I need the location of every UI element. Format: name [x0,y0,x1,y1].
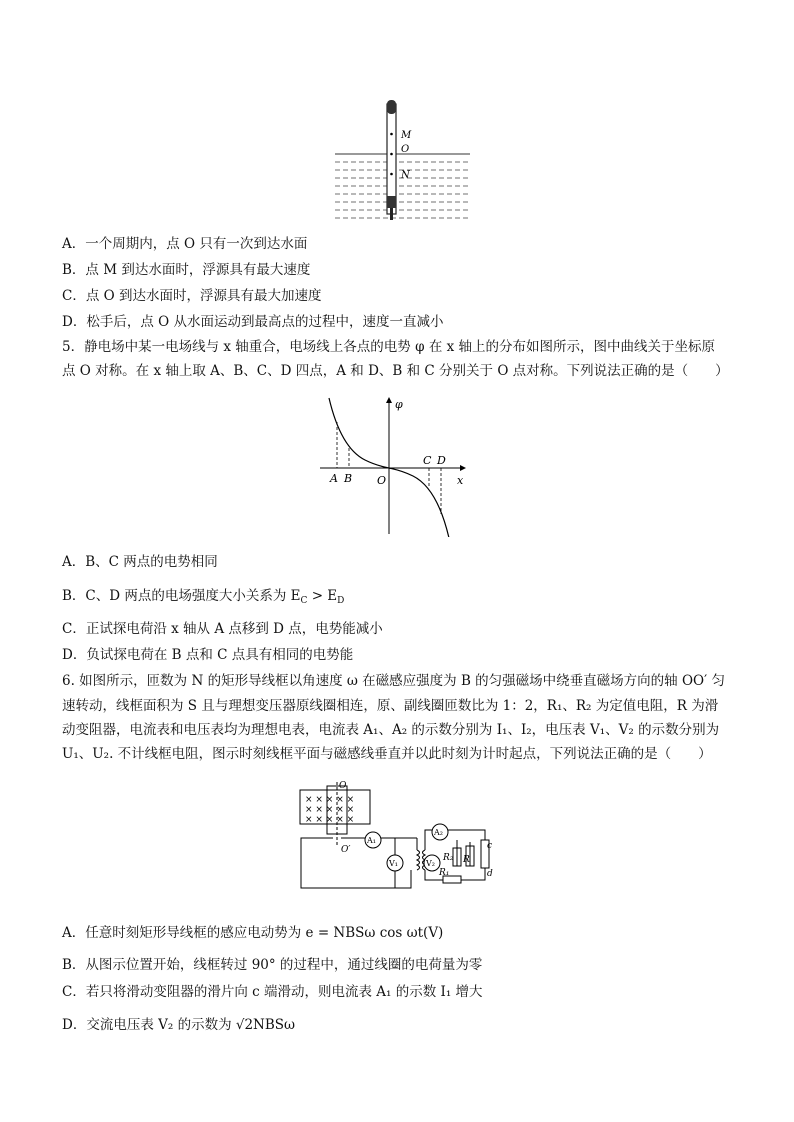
label-o: O [339,781,347,791]
label-x: x [457,474,464,487]
q4-option-d: D．松手后，点 O 从水面运动到最高点的过程中，速度一直减小 [62,314,444,330]
q4-option-a: A．一个周期内，点 O 只有一次到达水面 [62,236,308,252]
circuit-figure [295,780,505,895]
q4-option-b: B．点 M 到达水面时，浮源具有最大速度 [62,262,311,278]
q6-option-d: D．交流电压表 V₂ 的示数为 √2NBSω [62,1017,296,1033]
q5-stem-line2: 点 O 对称。在 x 轴上取 A、B、C、D 四点，A 和 D、B 和 C 分别关于 O 点对称。下列说法正确的是（ ） [62,363,729,379]
label-o: O [377,474,387,487]
svg-text:× × × × ×: × × × × × [305,815,355,825]
label-r: R [463,855,470,865]
label-m: M [401,130,412,141]
q5-option-d: D．负试探电荷在 B 点和 C 点具有相同的电势能 [62,647,354,663]
label-v1: V₁ [389,859,398,868]
label-c: C [423,454,432,467]
svg-text:× × × × ×: × × × × × [305,805,355,815]
potential-graph [315,392,475,537]
q6-stem-line1: 6. 如图所示，匝数为 N 的矩形导线框以角速度 ω 在磁感应强度为 B 的匀强磁场中绕垂直磁场方向的轴 OO′ 匀 [62,673,725,689]
label-v2: V₂ [426,859,435,868]
label-a1: A₁ [367,836,376,845]
q6-option-a: A．任意时刻矩形导线框的感应电动势为 e = NBSω cos ωt(V) [62,925,444,941]
q4-option-c: C．点 O 到达水面时，浮源具有最大加速度 [62,288,322,304]
q6-stem-line3: 动变阻器，电流表和电压表均为理想电表，电流表 A₁、A₂ 的示数分别为 I₁、I₂，电压表 V₁、V₂ 的示数分别为 [62,722,720,738]
label-b: B [344,472,353,485]
label-o-prime: O′ [341,845,351,855]
label-r2: R₂ [443,853,454,863]
q6-option-c: C．若只将滑动变阻器的滑片向 c 端滑动，则电流表 A₁ 的示数 I₁ 增大 [62,984,483,1000]
label-a: A [330,472,338,485]
q5-option-b: B．C、D 两点的电场强度大小关系为 $E_C > E_D$ [62,588,345,606]
label-c: c [487,841,493,851]
svg-text:× × × × ×: × × × × × [305,795,355,805]
q6-stem-line4: U₁、U₂. 不计线框电阻，图示时刻线框平面与磁感线垂直并以此时刻为计时起点，下列说法正确的是（ ） [62,746,712,762]
label-a2: A₂ [434,828,443,837]
q5-option-c: C．正试探电荷沿 x 轴从 A 点移到 D 点，电势能减小 [62,621,383,637]
q6-stem-line2: 速转动，线框面积为 S 且与理想变压器原线圈相连，原、副线圈匝数比为 1：2，R₁、R₂ 为定值电阻，R 为滑 [62,698,719,714]
label-n: N [401,170,410,181]
q5-option-a: A．B、C 两点的电势相同 [62,554,218,570]
label-d: D [437,454,446,467]
float-figure [335,96,470,226]
q5-stem-line1: 5．静电场中某一电场线与 x 轴重合，电场线上各点的电势 φ 在 x 轴上的分布如图所示，图中曲线关于坐标原 [62,339,716,355]
label-phi: φ [395,398,403,411]
label-r1: R₁ [439,868,450,878]
label-o: O [401,144,410,155]
label-d: d [487,869,493,879]
q6-option-b: B．从图示位置开始，线框转过 90° 的过程中，通过线圈的电荷量为零 [62,957,483,973]
